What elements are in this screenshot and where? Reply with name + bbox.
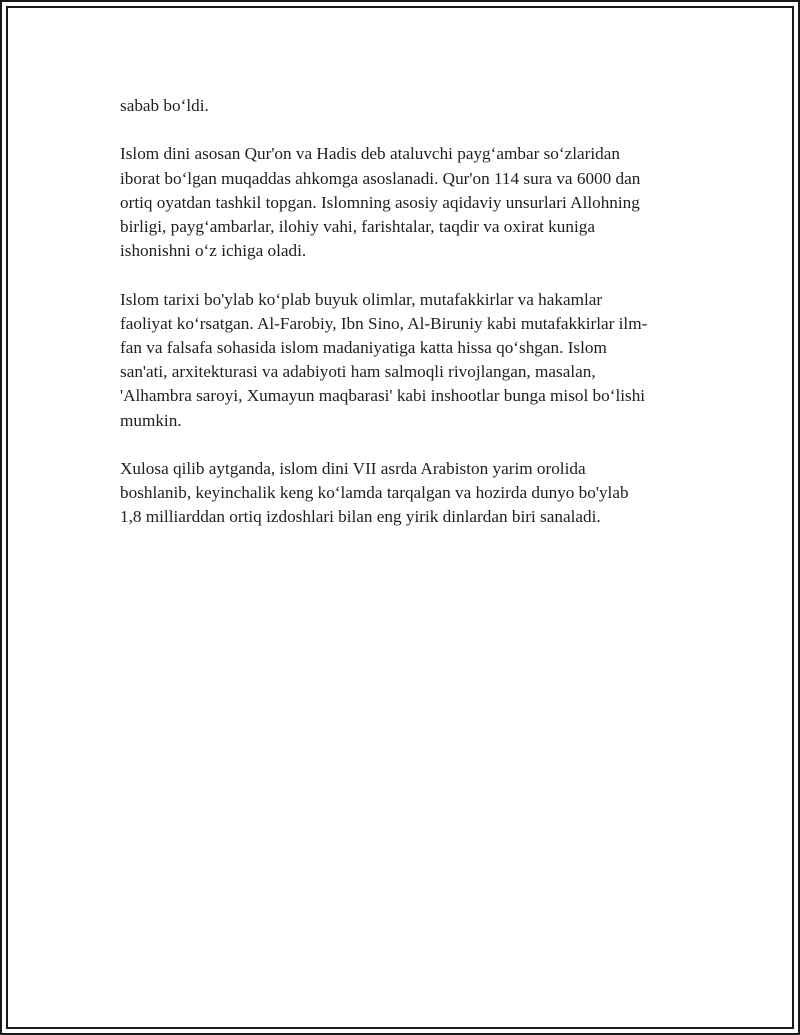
- paragraph-2: [120, 142, 690, 263]
- text-line: ortiq oyatdan tashkil topgan. Islomning asosiy aqidaviy unsurlari Allohning: [120, 192, 640, 212]
- text-line: birligi, payg‘ambarlar, ilohiy vahi, farishtalar, taqdir va oxirat kuniga: [120, 217, 595, 236]
- text-line: 1,8 milliarddan ortiq izdoshlari bilan eng yirik dinlardan biri sanaladi.: [120, 507, 601, 527]
- text-line: Xulosa qilib aytganda, islom dini VII asrda Arabiston yarim orolida: [120, 459, 586, 478]
- paragraph-4: [120, 457, 690, 530]
- paragraph-3: [120, 288, 690, 433]
- text-line: Islom tarixi bo'ylab ko‘plab buyuk olimlar, mutafakkirlar va hakamlar: [120, 289, 603, 309]
- text-line: mumkin.: [120, 410, 182, 430]
- text-line: san'ati, arxitekturasi va adabiyoti ham salmoqli rivojlangan, masalan,: [120, 362, 596, 382]
- text-line: sabab bo‘ldi.: [120, 96, 209, 115]
- paragraph-1: [120, 94, 690, 118]
- text-line: boshlanib, keyinchalik keng ko‘lamda tarqalgan va hozirda dunyo bo'ylab: [120, 483, 629, 503]
- text-line: iborat bo‘lgan muqaddas ahkomga asoslanadi. Qur'on 114 sura va 6000 dan: [120, 168, 641, 188]
- text-line: fan va falsafa sohasida islom madaniyatiga katta hissa qo‘shgan. Islom: [120, 338, 607, 357]
- text-line: ishonishni o‘z ichiga oladi.: [120, 241, 307, 261]
- text-line: faoliyat ko‘rsatgan. Al-Farobiy, Ibn Sino, Al-Biruniy kabi mutafakkirlar ilm-: [120, 313, 648, 333]
- text-line: Islom dini asosan Qur'on va Hadis deb ataluvchi payg‘ambar so‘zlaridan: [120, 144, 620, 164]
- text-line: 'Alhambra saroyi, Xumayun maqbarasi' kabi inshootlar bunga misol bo‘lishi: [120, 386, 646, 406]
- document-body: [120, 94, 690, 554]
